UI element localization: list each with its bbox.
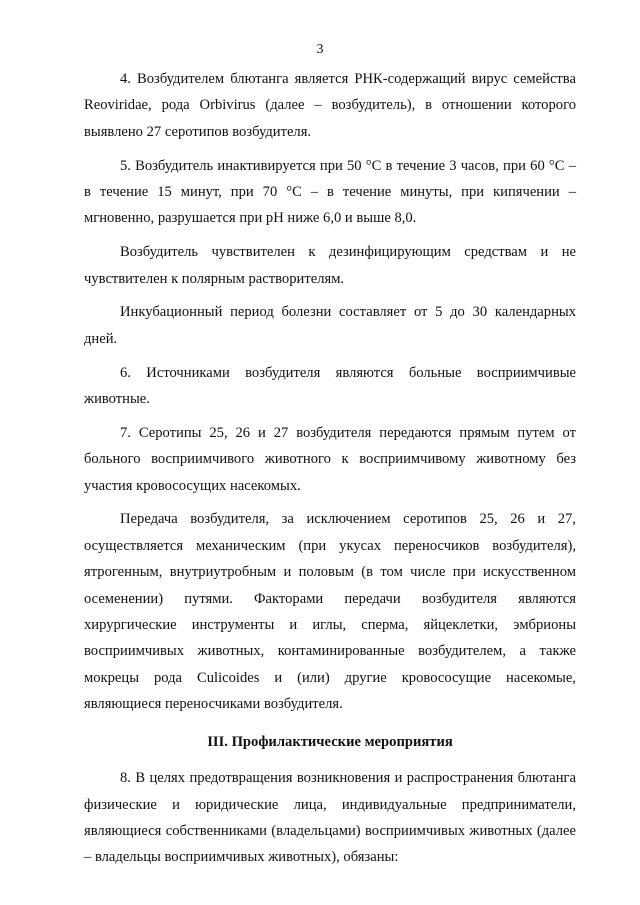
paragraph-7: 7. Серотипы 25, 26 и 27 возбудителя передаются прямым путем от больного восприимчивого животного к восприимчивому животному без участия кровососущих насекомых. xyxy=(84,424,576,494)
paragraph-transmission-factors: Передача возбудителя, за исключением серотипов 25, 26 и 27, осуществляется механическим (при укусах переносчиков возбудителя), ятрогенным, внутриутробным и половым (в том числе при искусственном осеменении) путями. Факторами передачи возбудителя являются хирургические инструменты и иглы, сперма, яйцеклетки, эмбрионы восприимчивых животных, контаминированные возбудителем, а также мокрецы рода Culicoides и (или) другие кровососущие насекомые, являющиеся переносчиками возбудителя. xyxy=(84,511,576,713)
paragraph-incubation-period: Инкубационный период болезни составляет от 5 до 30 календарных дней. xyxy=(84,304,576,347)
paragraph-disinfectant-sensitivity: Возбудитель чувствителен к дезинфицирующим средствам и не чувствителен к полярным растворителям. xyxy=(84,244,576,287)
paragraph-6: 6. Источниками возбудителя являются больные восприимчивые животные. xyxy=(84,364,576,408)
page-number: 3 xyxy=(316,42,324,57)
paragraph-5: 5. Возбудитель инактивируется при 50 °C в течение 3 часов, при 60 °C – в течение 15 минут, при 70 °C – в течение минуты, при кипячении – мгновенно, разрушается при pH ниже 6,0 и выше 8,0. xyxy=(84,157,576,227)
document-body xyxy=(84,66,576,878)
paragraph-8: 8. В целях предотвращения возникновения и распространения блютанга физические и юридические лица, индивидуальные предприниматели, являющиеся собственниками (владельцами) восприимчивых животных (далее – владельцы восприимчивых животных), обязаны: xyxy=(84,770,576,866)
paragraph-4: 4. Возбудителем блютанга является РНК-содержащий вирус семейства Reoviridae, рода Orbivirus (далее – возбудитель), в отношении которого выявлено 27 серотипов возбудителя. xyxy=(84,71,576,140)
section-heading: III. Профилактические мероприятия xyxy=(207,733,453,750)
